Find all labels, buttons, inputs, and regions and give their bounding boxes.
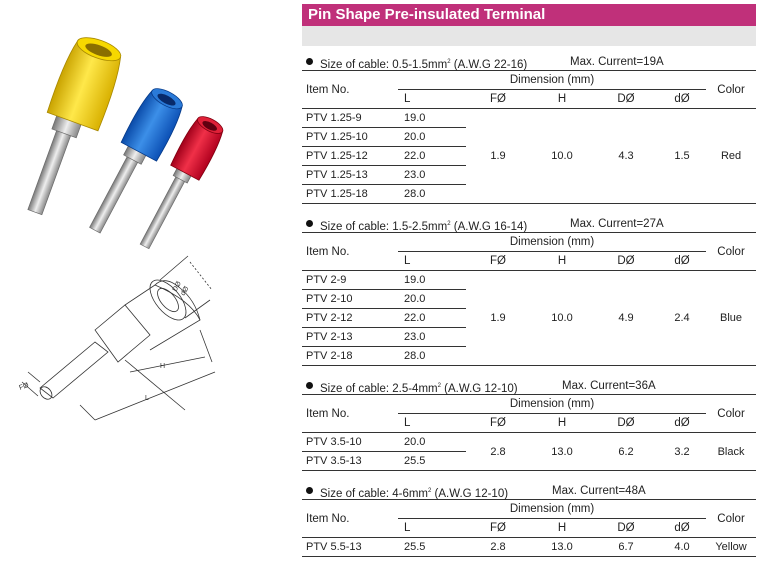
cable-size-sup: 2: [437, 383, 441, 389]
item-no: PTV 2-12: [302, 309, 398, 328]
length-value: 22.0: [398, 147, 466, 166]
color-header: Color: [706, 500, 756, 538]
page-title: Pin Shape Pre-insulated Terminal: [302, 4, 756, 26]
column-header: dØ: [658, 90, 706, 109]
column-header: FØ: [466, 414, 530, 433]
table-row: [302, 271, 756, 290]
color-header: Color: [706, 233, 756, 271]
drawing-label-D: DØ: [171, 280, 183, 293]
color-value: Red: [706, 109, 756, 204]
length-value: 23.0: [398, 328, 466, 347]
d-inner-value: 2.4: [658, 271, 706, 366]
length-value: 22.0: [398, 309, 466, 328]
column-header: dØ: [658, 519, 706, 538]
column-header: L: [398, 414, 466, 433]
section-spacer: [302, 204, 756, 216]
f-diameter-value: 2.8: [466, 538, 530, 557]
color-value: Yellow: [706, 538, 756, 557]
h-value: 13.0: [530, 538, 594, 557]
length-value: 20.0: [398, 433, 466, 452]
color-header: Color: [706, 71, 756, 109]
color-value: Blue: [706, 271, 756, 366]
section-heading: [302, 378, 756, 394]
item-header: Item No.: [302, 395, 398, 433]
column-header: L: [398, 252, 466, 271]
color-value: Black: [706, 433, 756, 471]
item-no: PTV 1.25-13: [302, 166, 398, 185]
section-heading: [302, 483, 756, 499]
color-header: Color: [706, 395, 756, 433]
drawing-label-H: H: [160, 363, 166, 370]
column-header: DØ: [594, 90, 658, 109]
drawing-label-F: FØ: [18, 381, 30, 392]
length-value: 28.0: [398, 347, 466, 366]
column-header: DØ: [594, 252, 658, 271]
column-header: FØ: [466, 252, 530, 271]
column-header: DØ: [594, 414, 658, 433]
column-header: H: [530, 252, 594, 271]
length-value: 28.0: [398, 185, 466, 204]
dimension-header: Dimension (mm): [398, 233, 706, 252]
item-header: Item No.: [302, 500, 398, 538]
bullet-icon: [306, 382, 313, 389]
table-row: [302, 433, 756, 452]
bullet-icon: [306, 487, 313, 494]
column-header: dØ: [658, 252, 706, 271]
spec-sections: [302, 54, 756, 557]
column-header: FØ: [466, 519, 530, 538]
table-row: [302, 538, 756, 557]
drawing-label-L: L: [145, 395, 149, 402]
item-no: PTV 5.5-13: [302, 538, 398, 557]
length-value: 20.0: [398, 128, 466, 147]
d-outer-value: 6.2: [594, 433, 658, 471]
d-inner-value: 3.2: [658, 433, 706, 471]
cable-size: Size of cable: $0.5-1.5mm^2$ (A.W.G 22-16): [320, 58, 528, 71]
drawing-label-d: dØ: [179, 285, 191, 297]
length-value: 23.0: [398, 166, 466, 185]
d-outer-value: 6.7: [594, 538, 658, 557]
h-value: 10.0: [530, 271, 594, 366]
spec-table: [302, 499, 756, 557]
dimension-header: Dimension (mm): [398, 71, 706, 90]
h-value: 13.0: [530, 433, 594, 471]
d-inner-value: 4.0: [658, 538, 706, 557]
cable-size: Size of cable: $2.5-4mm^2$ (A.W.G 12-10): [320, 382, 518, 395]
d-outer-value: 4.3: [594, 109, 658, 204]
column-header: L: [398, 90, 466, 109]
dimension-header: Dimension (mm): [398, 500, 706, 519]
section-spacer: [302, 366, 756, 378]
d-inner-value: 1.5: [658, 109, 706, 204]
cable-size-sup: 2: [447, 221, 451, 227]
bullet-icon: [306, 220, 313, 227]
item-no: PTV 1.25-9: [302, 109, 398, 128]
length-value: 19.0: [398, 271, 466, 290]
cable-size-sup: 2: [447, 59, 451, 65]
title-underbar: [302, 26, 756, 46]
dimension-drawing: [22, 256, 215, 420]
length-value: 20.0: [398, 290, 466, 309]
f-diameter-value: 2.8: [466, 433, 530, 471]
spec-table: [302, 394, 756, 471]
cable-size-sup: 2: [428, 488, 432, 494]
item-no: PTV 2-13: [302, 328, 398, 347]
cable-size: Size of cable: $1.5-2.5mm^2$ (A.W.G 16-14): [320, 220, 528, 233]
dimension-header: Dimension (mm): [398, 395, 706, 414]
item-no: PTV 2-10: [302, 290, 398, 309]
spec-table: [302, 70, 756, 204]
column-header: H: [530, 519, 594, 538]
column-header: L: [398, 519, 466, 538]
item-no: PTV 3.5-10: [302, 433, 398, 452]
table-row: [302, 109, 756, 128]
item-no: PTV 2-18: [302, 347, 398, 366]
length-value: 25.5: [398, 538, 466, 557]
item-no: PTV 2-9: [302, 271, 398, 290]
spec-table: [302, 232, 756, 366]
d-outer-value: 4.9: [594, 271, 658, 366]
length-value: 19.0: [398, 109, 466, 128]
section-heading: [302, 216, 756, 232]
max-current: Max. Current=36A: [562, 380, 656, 392]
terminal-photo: [0, 0, 300, 568]
f-diameter-value: 1.9: [466, 271, 530, 366]
h-value: 10.0: [530, 109, 594, 204]
column-header: dØ: [658, 414, 706, 433]
column-header: H: [530, 90, 594, 109]
item-no: PTV 1.25-10: [302, 128, 398, 147]
item-no: PTV 1.25-12: [302, 147, 398, 166]
column-header: H: [530, 414, 594, 433]
section-spacer: [302, 471, 756, 483]
max-current: Max. Current=19A: [570, 56, 664, 68]
section-heading: [302, 54, 756, 70]
column-header: DØ: [594, 519, 658, 538]
bullet-icon: [306, 58, 313, 65]
item-header: Item No.: [302, 233, 398, 271]
item-header: Item No.: [302, 71, 398, 109]
length-value: 25.5: [398, 452, 466, 471]
spec-panel: [302, 4, 756, 557]
product-illustrations: [0, 0, 300, 568]
item-no: PTV 3.5-13: [302, 452, 398, 471]
max-current: Max. Current=27A: [570, 218, 664, 230]
max-current: Max. Current=48A: [552, 485, 646, 497]
cable-size: Size of cable: $4-6mm^2$ (A.W.G 12-10): [320, 487, 509, 500]
f-diameter-value: 1.9: [466, 109, 530, 204]
column-header: FØ: [466, 90, 530, 109]
item-no: PTV 1.25-18: [302, 185, 398, 204]
